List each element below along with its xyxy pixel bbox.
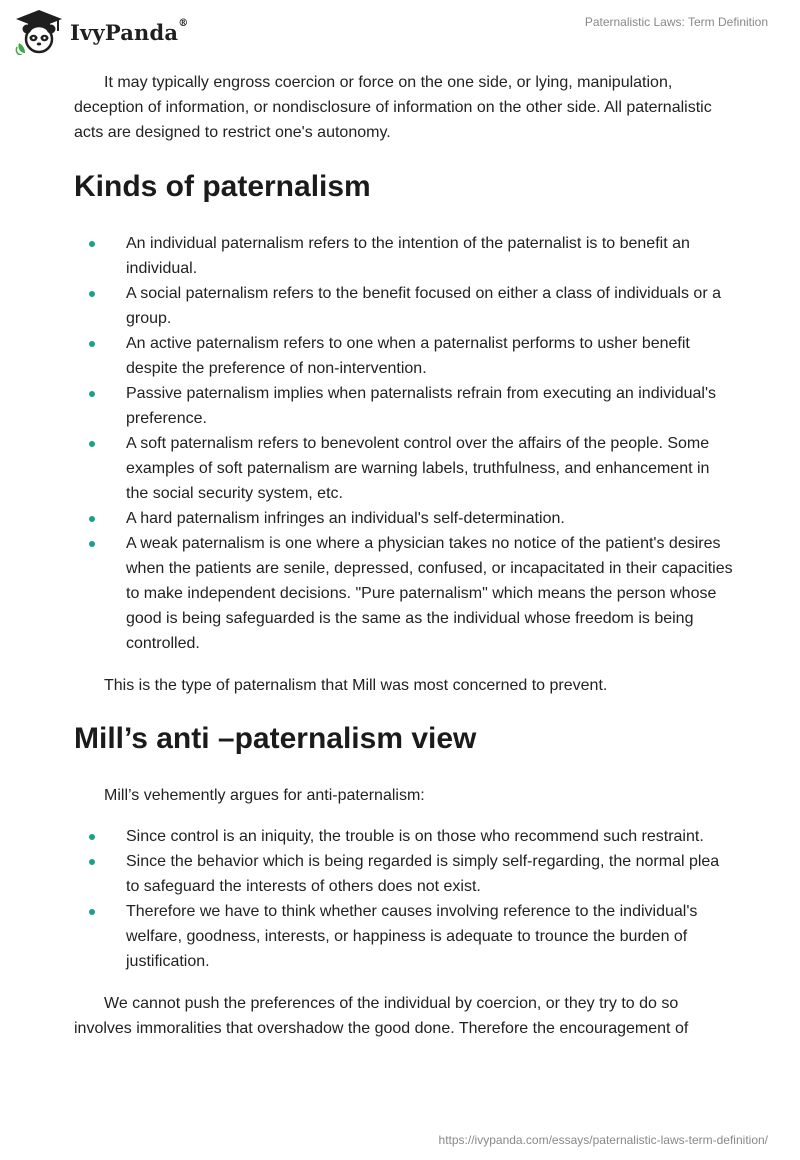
list-item: Passive paternalism implies when paternalists refrain from executing an individual's preference. xyxy=(74,381,734,431)
bullet-dot xyxy=(89,909,95,915)
section-heading-kinds: Kinds of paternalism xyxy=(74,170,371,203)
bullet-dot xyxy=(89,241,95,247)
mill-intro-paragraph: Mill’s vehemently argues for anti-paternalism: xyxy=(104,787,425,804)
list-item: A weak paternalism is one where a physician takes no notice of the patient's desires when the patients are senile, depressed, confused, or incapacitated in their capacities to make independent decisions. "Pure paternalism" which means the person whose good is being safeguarded is the same as the individual whose freedom is being controlled. xyxy=(74,531,734,656)
source-url[interactable]: https://ivypanda.com/essays/paternalistic-laws-term-definition/ xyxy=(438,1133,768,1147)
bullet-dot xyxy=(89,441,95,447)
essay-content xyxy=(74,70,734,1041)
list-item: Since the behavior which is being regarded is simply self-regarding, the normal plea to safeguard the interests of others does not exist. xyxy=(74,849,734,899)
list-item: An active paternalism refers to one when a paternalist performs to usher benefit despite the preference of non-intervention. xyxy=(74,331,734,381)
registered-mark: ® xyxy=(178,17,189,29)
list-item: A soft paternalism refers to benevolent control over the affairs of the people. Some examples of soft paternalism are warning labels, truthfulness, and enhancement in the social security system, etc. xyxy=(74,431,734,506)
intro-paragraph: It may typically engross coercion or force on the one side, or lying, manipulation, deception of information, or nondisclosure of information on the other side. All paternalistic acts are designed to restrict one's autonomy. xyxy=(74,74,712,141)
list-item: A social paternalism refers to the benefit focused on either a class of individuals or a group. xyxy=(74,281,734,331)
bullet-dot xyxy=(89,391,95,397)
mill-closing-paragraph: We cannot push the preferences of the individual by coercion, or they try to do so involves immoralities that overshadow the good done. Therefore the encouragement of xyxy=(74,995,689,1037)
ivypanda-logo[interactable] xyxy=(14,9,188,55)
kinds-closing-paragraph: This is the type of paternalism that Mill was most concerned to prevent. xyxy=(104,677,608,694)
logo-wordmark: IvyPanda® xyxy=(70,17,189,45)
panda-graduate-icon xyxy=(14,9,64,55)
list-item: Therefore we have to think whether causes involving reference to the individual's welfare, goodness, interests, or happiness is adequate to trounce the burden of justification. xyxy=(74,899,734,974)
section-heading-mill: Mill’s anti –paternalism view xyxy=(74,722,477,755)
bullet-dot xyxy=(89,291,95,297)
bullet-dot xyxy=(89,541,95,547)
document-title: Paternalistic Laws: Term Definition xyxy=(584,15,768,29)
page-header xyxy=(0,0,800,70)
mill-list xyxy=(74,824,734,974)
bullet-dot xyxy=(89,341,95,347)
bullet-dot xyxy=(89,859,95,865)
list-item: Since control is an iniquity, the trouble is on those who recommend such restraint. xyxy=(74,824,734,849)
kinds-list xyxy=(74,231,734,656)
bullet-dot xyxy=(89,516,95,522)
list-item: An individual paternalism refers to the intention of the paternalist is to benefit an individual. xyxy=(74,231,734,281)
bullet-dot xyxy=(89,834,95,840)
list-item: A hard paternalism infringes an individual's self-determination. xyxy=(74,506,734,531)
